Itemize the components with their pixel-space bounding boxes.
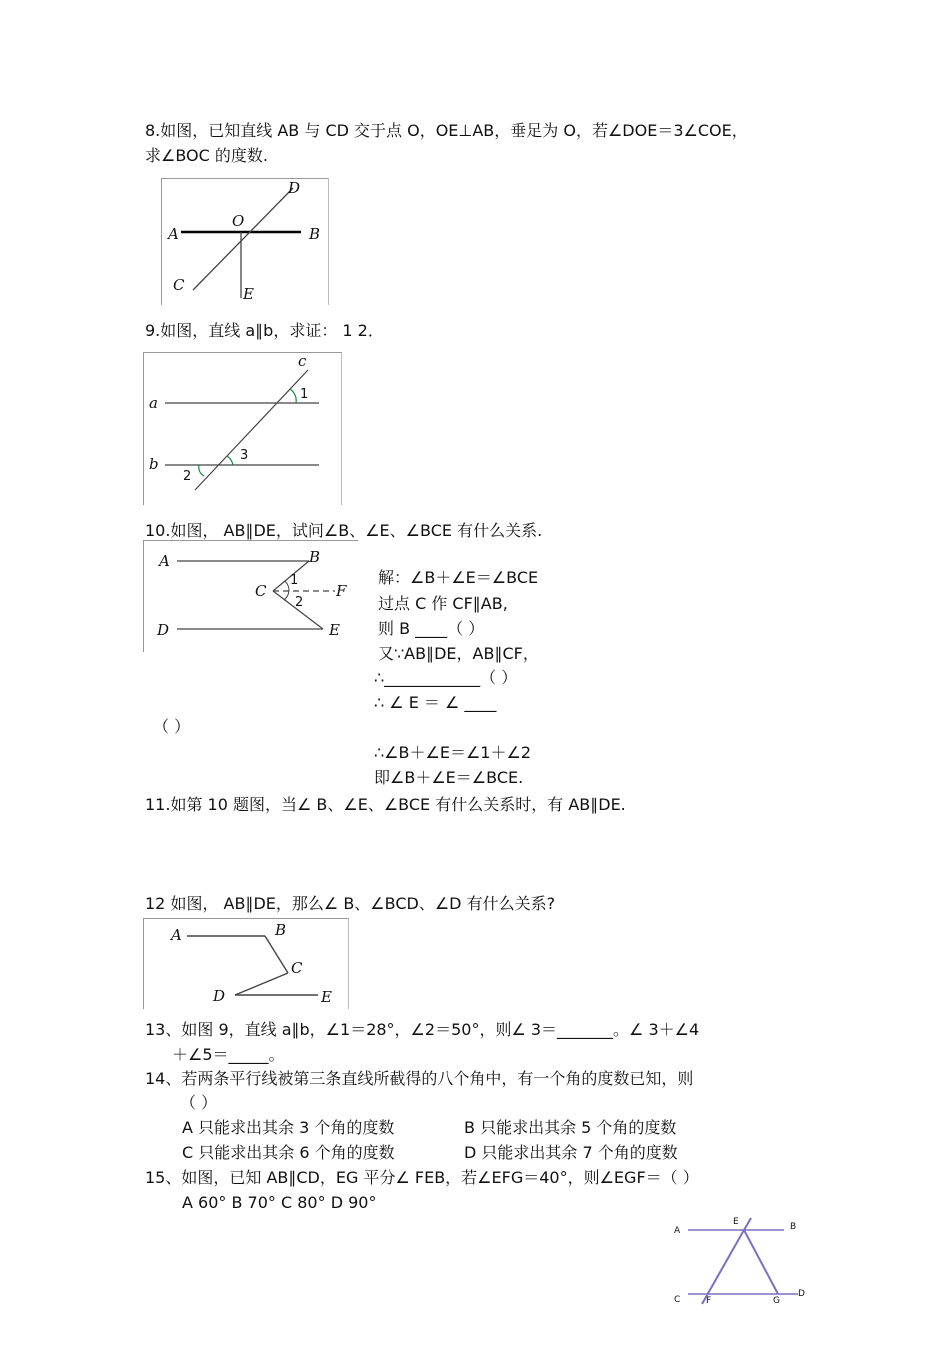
q8-text-line2: 求∠BOC 的度数.	[145, 146, 268, 165]
q13-text-line1: 13、如图 9，直线 a∥b，∠1＝28°，∠2＝50°，则∠ 3＝_______。∠ 3＋∠4	[145, 1020, 700, 1039]
q14-text-line1: 14、若两条平行线被第三条直线所截得的八个角中，有一个角的度数已知，则	[145, 1069, 694, 1088]
q9-diagram	[143, 352, 340, 504]
q10-solution-line3: 则 B ____（ ）	[378, 619, 485, 638]
q9-label-a: a	[149, 394, 158, 412]
q10-solution-line6: ∴ ∠ E ＝ ∠ ____	[374, 693, 497, 712]
q15-label-A: A	[674, 1226, 681, 1236]
q14-option-D: D 只能求出其余 7 个角的度数	[464, 1143, 678, 1162]
q10-solution-line1: 解：∠B＋∠E＝∠BCE	[378, 568, 539, 587]
q9-label-b: b	[149, 455, 159, 473]
q9-label-2: 2	[183, 469, 192, 484]
q14-option-C: C 只能求出其余 6 个角的度数	[182, 1143, 395, 1162]
q11-text-line1: 11.如第 10 题图，当∠ B、∠E、∠BCE 有什么关系时，有 AB∥DE.	[145, 795, 626, 814]
q10-solution-line8: ∴∠B＋∠E＝∠1＋∠2	[374, 743, 532, 762]
q13-text-line2: ＋∠5＝_____。	[172, 1045, 285, 1064]
q14-text-line2: （ ）	[180, 1093, 218, 1112]
q10-text-line1: 10.如图， AB∥DE，试问∠B、∠E、∠BCE 有什么关系.	[145, 521, 543, 540]
q15-diagram	[668, 1210, 818, 1310]
q8-label-O: O	[232, 212, 245, 230]
q8-label-B: B	[309, 225, 321, 243]
q12-label-C: C	[291, 959, 303, 977]
q10-label-1: 1	[290, 573, 299, 588]
q14-option-B: B 只能求出其余 5 个角的度数	[464, 1118, 677, 1137]
q15-text-line1: 15、如图，已知 AB∥CD，EG 平分∠ FEB，若∠EFG＝40°，则∠EGF＝（ ）	[145, 1168, 699, 1187]
q10-label-A: A	[159, 552, 170, 570]
q8-label-D: D	[288, 179, 301, 197]
q10-solution-line5: ∴____________（ ）	[374, 668, 518, 687]
q10-label-B: B	[309, 548, 321, 566]
q10-solution-line9: 即∠B＋∠E＝∠BCE.	[374, 768, 524, 787]
q10-label-D: D	[157, 621, 170, 639]
q15-label-B: B	[790, 1222, 797, 1232]
q9-label-1: 1	[300, 387, 309, 402]
q9-label-3: 3	[240, 448, 249, 463]
q10-label-F: F	[336, 582, 347, 600]
q10-label-C: C	[255, 582, 267, 600]
q9-label-c: c	[298, 352, 307, 370]
q15-label-G: G	[773, 1296, 780, 1306]
q10-solution-line2: 过点 C 作 CF∥AB,	[378, 594, 508, 613]
q12-diagram	[143, 918, 347, 1008]
q15-options: A 60° B 70° C 80° D 90°	[182, 1193, 377, 1212]
q15-label-F: F	[706, 1296, 712, 1306]
q12-label-B: B	[275, 921, 287, 939]
q8-diagram	[161, 178, 327, 304]
q10-diagram	[143, 540, 357, 651]
q12-label-A: A	[171, 926, 182, 944]
q10-label-2: 2	[295, 595, 304, 610]
q8-label-A: A	[168, 225, 179, 243]
q8-label-C: C	[173, 276, 185, 294]
q12-label-E: E	[321, 988, 332, 1006]
q8-text-line1: 8.如图，已知直线 AB 与 CD 交于点 O，OE⊥AB，垂足为 O，若∠DOE＝3∠COE，	[145, 121, 748, 140]
q12-text-line1: 12 如图， AB∥DE，那么∠ B、∠BCD、∠D 有什么关系?	[145, 894, 556, 913]
q9-text-line1: 9.如图，直线 a∥b，求证： 1 2．	[145, 321, 384, 340]
q15-label-E: E	[733, 1217, 739, 1227]
q10-label-E: E	[329, 621, 340, 639]
q10-solution-line4: 又∵AB∥DE，AB∥CF，	[378, 644, 539, 663]
q8-label-E: E	[243, 285, 254, 303]
q15-label-D: D	[798, 1289, 805, 1299]
q14-option-A: A 只能求出其余 3 个角的度数	[182, 1118, 395, 1137]
q10-solution-line7: （ ）	[153, 717, 191, 736]
q12-label-D: D	[213, 987, 226, 1005]
q15-label-C: C	[674, 1295, 681, 1305]
